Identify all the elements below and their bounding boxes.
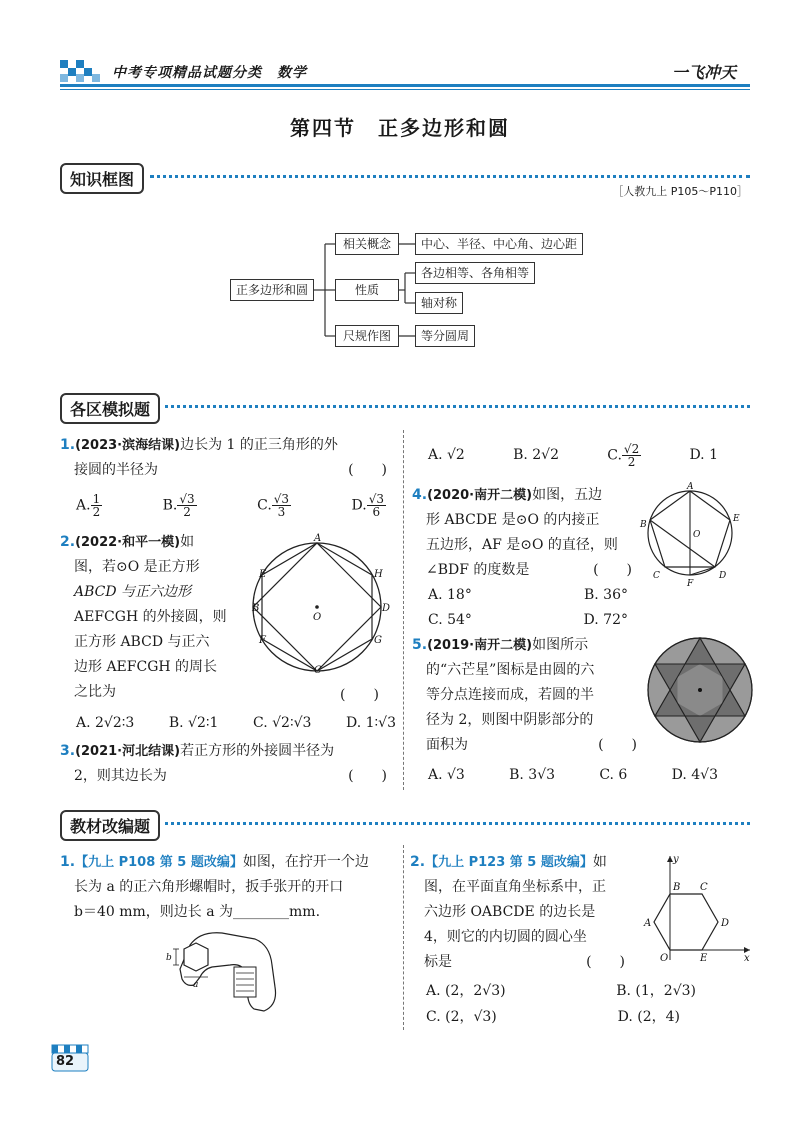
tb2-option-c[interactable]: C. (2，√3) <box>426 1009 497 1025</box>
q4-options-row1 <box>428 583 628 608</box>
q1-option-a[interactable]: A. $\frac{1}{2}$ <box>76 492 101 519</box>
label-x: x <box>744 953 750 964</box>
column-divider-2 <box>403 845 404 1030</box>
label-B: B <box>673 882 681 893</box>
tb1-line: b＝40 mm，则边长 a 为________mm. <box>74 904 321 920</box>
tb1-number: 1. <box>60 854 76 870</box>
tb2-line: 六边形 OABCDE 的边长是 <box>424 904 596 920</box>
brand-logo: 一飞冲天 <box>672 63 737 82</box>
tree-branch-concepts: 相关概念 <box>335 233 399 255</box>
mock-q1 <box>60 433 395 483</box>
label-C: C <box>314 665 322 676</box>
q4-paren: ( ) <box>593 562 632 578</box>
label-a: a <box>193 980 199 990</box>
q2-paren: ( ) <box>340 687 379 703</box>
tb2-option-b[interactable]: B. (1，2√3) <box>616 983 696 999</box>
q4-option-c[interactable]: C. 54° <box>428 612 472 628</box>
label-C: C <box>700 882 708 893</box>
q1-option-c[interactable]: C. $\frac{√3}{3}$ <box>257 492 290 519</box>
q2-source: (2022·和平一模) <box>75 535 181 550</box>
mock-q4 <box>412 483 642 583</box>
tree-connectors <box>0 0 800 360</box>
q2-option-a[interactable]: A. 2√2∶3 <box>76 715 135 731</box>
q2-line: 之比为 <box>74 684 116 700</box>
q5-line: 面积为 <box>426 737 468 753</box>
q1-options <box>76 493 386 519</box>
tb2-figure <box>640 850 755 965</box>
label-D: D <box>382 603 391 614</box>
knowledge-tag: 知识框图 <box>60 163 144 194</box>
tb2-number: 2. <box>410 854 426 870</box>
q4-options-row2 <box>428 608 628 633</box>
textbook-tag: 教材改编题 <box>60 810 160 841</box>
tb2-line: 图，在平面直角坐标系中，正 <box>424 879 606 895</box>
q5-figure <box>645 635 755 745</box>
mock-q5 <box>412 633 647 758</box>
tree-root: 正多边形和圆 <box>230 279 314 301</box>
tree-leaf-symmetry: 轴对称 <box>415 292 463 314</box>
q5-source: (2019·南开二模) <box>427 638 533 653</box>
q5-option-a[interactable]: A. √3 <box>428 767 465 783</box>
series-title: 中考专项精品试题分类 数学 <box>112 65 307 81</box>
q2-line: 边形 AEFCGH 的周长 <box>74 659 218 675</box>
q1-text2: 接圆的半径为 <box>74 462 158 478</box>
mock-q2 <box>60 530 260 705</box>
label-D: D <box>719 571 727 581</box>
q4-line: 如图，五边 <box>532 487 603 503</box>
q2-line: AEFCGH 的外接圆，则 <box>74 609 227 625</box>
q2-number: 2. <box>60 534 76 550</box>
tree-leaf-concepts: 中心、半径、中心角、边心距 <box>415 233 583 255</box>
q3-text2: 2，则其边长为 <box>74 768 167 784</box>
label-A: A <box>687 482 694 492</box>
tree-branch-properties: 性质 <box>335 279 399 301</box>
page-title: 第四节 正多边形和圆 <box>290 116 510 140</box>
q3-option-b[interactable]: B. 2√2 <box>513 447 560 464</box>
tb2-source: 【九上 P123 第 5 题改编】 <box>425 855 593 870</box>
q2-line: 如 <box>180 534 195 550</box>
q4-figure <box>640 483 770 593</box>
q1-text: 边长为 1 的正三角形的外 <box>180 437 338 453</box>
tb2-options-row2 <box>426 1005 680 1030</box>
tree-leaf-equal: 各边相等、各角相等 <box>415 262 535 284</box>
label-A: A <box>644 918 652 929</box>
q3-options <box>428 443 718 469</box>
mock-tag: 各区模拟题 <box>60 393 160 424</box>
q5-paren: ( ) <box>598 737 637 753</box>
q5-line: 等分点连接而成，若圆的半 <box>426 687 594 703</box>
q5-option-d[interactable]: D. 4√3 <box>671 767 718 783</box>
q2-line: 图，若⊙O 是正方形 <box>74 559 200 575</box>
q5-option-c[interactable]: C. 6 <box>599 767 628 783</box>
q2-line: 正方形 ABCD 与正六 <box>74 634 210 650</box>
label-O: O <box>313 612 322 623</box>
q4-option-a[interactable]: A. 18° <box>428 587 472 603</box>
q3-source: (2021·河北结课) <box>75 744 181 759</box>
label-F: F <box>259 635 266 646</box>
label-D: D <box>721 918 730 929</box>
knowledge-reference: ［人教九上 P105～P110］ <box>612 185 748 198</box>
label-b: b <box>166 953 172 963</box>
label-B: B <box>640 520 647 530</box>
label-F: F <box>687 579 694 589</box>
tb2-options-row1 <box>426 979 696 1004</box>
mock-q3 <box>60 739 395 789</box>
q3-text: 若正方形的外接圆半径为 <box>180 743 335 759</box>
label-E: E <box>700 953 708 964</box>
tb1-line: 长为 a 的正六角形螺帽时，扳手张开的开口 <box>74 879 344 895</box>
q2-figure <box>252 533 395 676</box>
label-G: G <box>374 635 382 646</box>
q5-number: 5. <box>412 637 428 653</box>
tb2-line: 4，则它的内切圆的圆心坐 <box>424 929 587 945</box>
q3-option-a[interactable]: A. √2 <box>428 447 465 464</box>
tb2-line: 标是 <box>424 954 452 970</box>
textbook-dots <box>165 822 750 825</box>
page-number: 82 <box>56 1054 75 1069</box>
q5-line: 径为 2，则图中阴影部分的 <box>426 712 594 728</box>
q4-line: 形 ABCDE 是⊙O 的内接正 <box>426 512 600 528</box>
q1-paren: ( ) <box>348 462 387 478</box>
q3-paren: ( ) <box>348 768 387 784</box>
q4-source: (2020·南开二模) <box>427 488 533 503</box>
q2-option-c[interactable]: C. √2∶√3 <box>253 715 312 731</box>
tb2-line: 如 <box>592 854 607 870</box>
q2-options <box>76 711 396 736</box>
q1-option-d[interactable]: D. $\frac{√3}{6}$ <box>351 492 384 519</box>
q2-option-d[interactable]: D. 1∶√3 <box>345 715 396 731</box>
label-O: O <box>693 530 701 540</box>
label-O: O <box>660 953 669 964</box>
label-y: y <box>673 854 679 865</box>
textbook-q2 <box>410 850 635 975</box>
tb1-source: 【九上 P108 第 5 题改编】 <box>75 855 243 870</box>
tb2-option-a[interactable]: A. (2，2√3) <box>426 983 506 999</box>
q5-option-b[interactable]: B. 3√3 <box>509 767 556 783</box>
column-divider <box>403 430 404 790</box>
q4-number: 4. <box>412 487 428 503</box>
tb2-option-d[interactable]: D. (2，4) <box>617 1009 680 1025</box>
q2-option-b[interactable]: B. √2∶1 <box>168 715 219 731</box>
label-H: H <box>374 569 383 580</box>
q1-option-b[interactable]: B. $\frac{√3}{2}$ <box>162 492 195 519</box>
q1-number: 1. <box>60 437 76 453</box>
label-E: E <box>733 514 740 524</box>
tb1-line: 如图，在拧开一个边 <box>242 854 369 870</box>
tree-leaf-divide: 等分圆周 <box>415 325 475 347</box>
q1-source: (2023·滨海结课) <box>75 438 181 453</box>
label-E: E <box>259 569 267 580</box>
tb2-paren: ( ) <box>586 954 625 970</box>
q5-options <box>428 763 718 788</box>
mock-dots <box>165 405 750 408</box>
label-C: C <box>653 571 660 581</box>
textbook-q1 <box>60 850 400 925</box>
q2-line: ABCD 与正六边形 <box>74 584 192 600</box>
q5-line: 的“六芒星”图标是由圆的六 <box>426 662 595 678</box>
tb1-figure <box>160 925 300 1015</box>
q3-number: 3. <box>60 743 76 759</box>
q4-line: 五边形，AF 是⊙O 的直径，则 <box>426 537 618 553</box>
q4-option-d[interactable]: D. 72° <box>583 612 628 628</box>
tree-branch-construction: 尺规作图 <box>335 325 399 347</box>
q3-option-c[interactable]: C. $\frac{√2}{2}$ <box>607 442 640 469</box>
q4-option-b[interactable]: B. 36° <box>583 587 628 603</box>
q4-line: ∠BDF 的度数是 <box>426 562 530 578</box>
label-B: B <box>252 603 260 614</box>
q5-line: 如图所示 <box>532 637 589 653</box>
label-A: A <box>314 533 322 544</box>
q3-option-d[interactable]: D. 1 <box>689 447 718 464</box>
